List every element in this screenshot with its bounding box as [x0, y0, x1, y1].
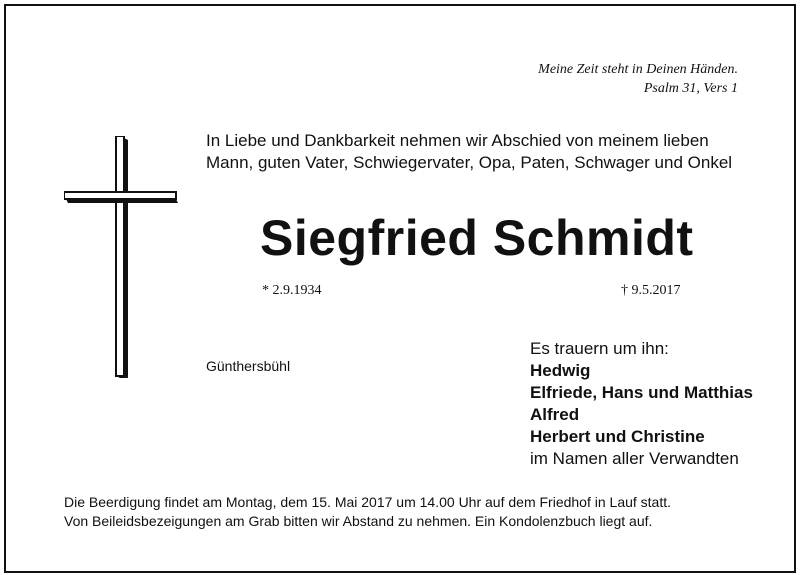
birth-date: * 2.9.1934 [262, 283, 322, 298]
farewell-intro [206, 130, 766, 174]
deceased-name: Siegfried Schmidt [260, 210, 694, 266]
bible-verse [538, 60, 738, 98]
verse-reference: Psalm 31, Vers 1 [643, 81, 738, 96]
mourner-name: Hedwig [530, 361, 591, 380]
mourner-name: Alfred [530, 405, 580, 424]
mourner-name: Herbert und Christine [530, 427, 705, 446]
mourners-heading: Es trauern um ihn: [530, 339, 669, 358]
mourners-list [530, 338, 753, 470]
funeral-notice [64, 493, 671, 531]
condolence-note: Von Beileidsbezeigungen am Grab bitten wir Abstand zu nehmen. Ein Kondolenzbuch liegt auf. [64, 513, 653, 529]
death-date: † 9.5.2017 [621, 283, 681, 298]
funeral-details: Die Beerdigung findet am Montag, dem 15. Mai 2017 um 14.00 Uhr auf dem Friedhof in Lauf statt. [64, 494, 672, 510]
mourners-closing: im Namen aller Verwandten [530, 449, 739, 468]
intro-line-2: Mann, guten Vater, Schwiegervater, Opa, Paten, Schwager und Onkel [206, 153, 733, 172]
cross-icon [64, 136, 184, 380]
hometown: Günthersbühl [206, 358, 291, 374]
obituary-card [4, 4, 796, 573]
verse-text: Meine Zeit steht in Deinen Händen. [538, 62, 738, 77]
mourner-name: Elfriede, Hans und Matthias [530, 383, 753, 402]
intro-line-1: In Liebe und Dankbarkeit nehmen wir Abschied von meinem lieben [206, 131, 709, 150]
